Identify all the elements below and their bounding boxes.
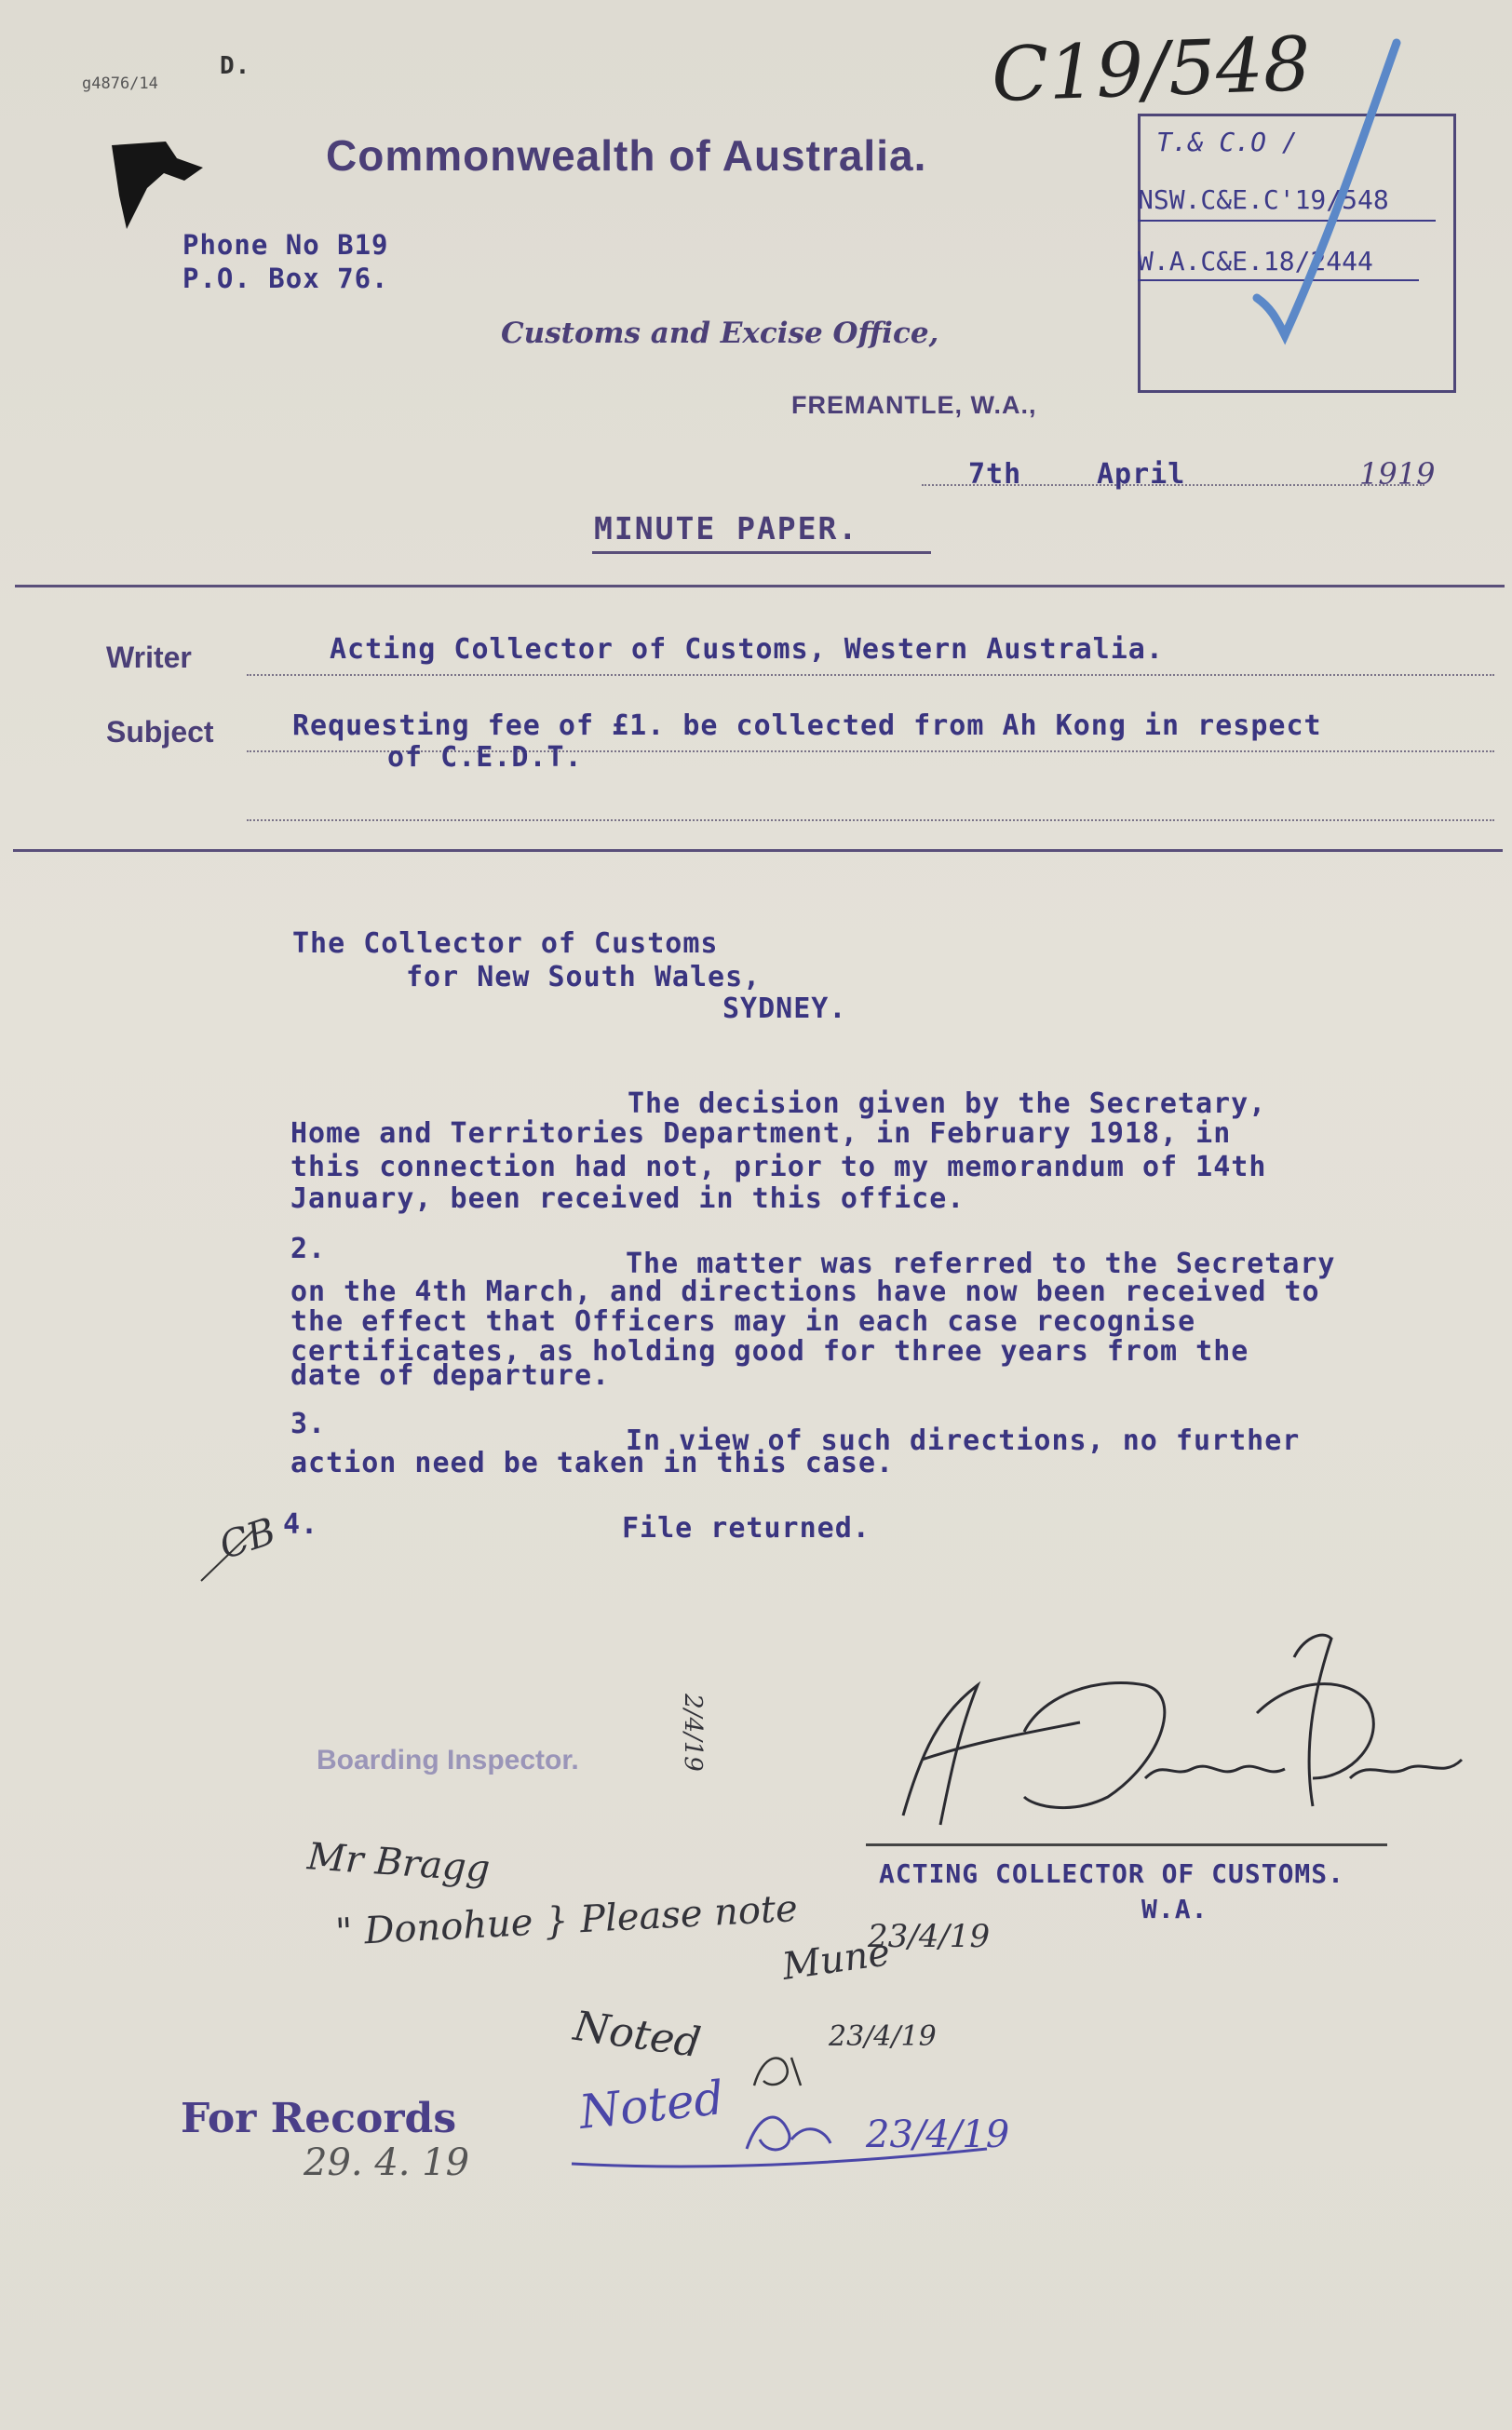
subject-label: Subject xyxy=(106,715,214,749)
subject-dotted-line-2 xyxy=(247,819,1494,821)
writer-label: Writer xyxy=(106,641,192,674)
form-number: g4876/14 xyxy=(82,74,158,93)
paragraph-2-number: 2. xyxy=(290,1233,327,1265)
signature-title: ACTING COLLECTOR OF CUSTOMS. xyxy=(879,1858,1345,1889)
inspector-date: 2/4/19 xyxy=(678,1694,707,1772)
reference-line-2: NSW.C&E.C'19/548 xyxy=(1138,184,1389,215)
bottom-divider xyxy=(13,849,1503,852)
top-divider xyxy=(15,585,1505,587)
for-records-stamp: For Records xyxy=(181,2095,457,2142)
date-month: April xyxy=(1097,458,1186,491)
addressee-line-2: for New South Wales, xyxy=(406,961,762,993)
paragraph-2-line-1: The matter was referred to the Secretary xyxy=(626,1248,1336,1280)
po-box: P.O. Box 76. xyxy=(182,263,389,294)
office-name: Customs and Excise Office, xyxy=(501,317,939,350)
signature-strike xyxy=(866,1843,1387,1846)
paragraph-3-number: 3. xyxy=(290,1408,327,1440)
form-letter: D. xyxy=(220,52,251,80)
note-initials: Mune xyxy=(779,1931,893,1989)
writer-value: Acting Collector of Customs, Western Australia. xyxy=(330,633,1164,666)
note-line-2: " Donohue } Please note xyxy=(334,1887,799,1954)
paragraph-2-line-5: date of departure. xyxy=(290,1359,611,1392)
margin-initials: CB xyxy=(214,1509,281,1569)
reference-line-1: T.& C.O / xyxy=(1156,127,1298,157)
boarding-inspector-stamp: Boarding Inspector. xyxy=(317,1745,579,1775)
noted-1-date: 23/4/19 xyxy=(829,2020,937,2053)
date-day: 7th xyxy=(968,458,1022,491)
office-location: FREMANTLE, W.A., xyxy=(791,391,1037,419)
paragraph-4-number: 4. xyxy=(283,1508,319,1541)
paragraph-1-line-2: Home and Territories Department, in February 1918, in xyxy=(290,1117,1232,1150)
paragraph-3-line-1: In view of such directions, no further xyxy=(626,1424,1301,1457)
subject-line-2: of C.E.D.T. xyxy=(387,741,583,774)
addressee-line-1: The Collector of Customs xyxy=(292,927,719,960)
paragraph-1-line-4: January, been received in this office. xyxy=(290,1182,965,1215)
addressee-line-3: SYDNEY. xyxy=(722,992,847,1025)
paragraph-2-line-2: on the 4th March, and directions have now been received to xyxy=(290,1276,1320,1308)
note-date: 23/4/19 xyxy=(868,1918,991,1955)
signature-state: W.A. xyxy=(1141,1894,1208,1924)
noted-1: Noted xyxy=(571,2002,704,2068)
margin-initials-stroke xyxy=(197,1523,281,1592)
page-title: Commonwealth of Australia. xyxy=(326,131,927,180)
writer-dotted-line xyxy=(247,674,1494,676)
blue-check-mark xyxy=(1229,37,1415,358)
signature xyxy=(866,1620,1480,1856)
noted-2: Noted xyxy=(576,2071,727,2140)
reference-line-3: W.A.C&E.18/2444 xyxy=(1138,246,1373,277)
noted-2-date: 23/4/19 xyxy=(866,2113,1010,2156)
paragraph-4-text: File returned. xyxy=(622,1512,871,1545)
date-year: 1919 xyxy=(1359,456,1436,492)
phone-number: Phone No B19 xyxy=(182,229,389,261)
paragraph-1-line-3: this connection had not, prior to my memorandum of 14th xyxy=(290,1151,1267,1183)
minute-paper-label: MINUTE PAPER. xyxy=(594,510,859,547)
handwritten-file-number: C19/548 xyxy=(990,20,1313,118)
records-date: 29. 4. 19 xyxy=(304,2141,470,2184)
paragraph-1-line-1: The decision given by the Secretary, xyxy=(628,1087,1267,1120)
subject-line-1: Requesting fee of £1. be collected from Ah Kong in respect xyxy=(292,709,1322,742)
paragraph-2-line-3: the effect that Officers may in each case recognise xyxy=(290,1305,1196,1338)
noted-1-initials xyxy=(745,2048,810,2099)
paragraph-2-line-4: certificates, as holding good for three years from the xyxy=(290,1335,1249,1368)
paragraph-3-line-2: action need be taken in this case. xyxy=(290,1447,895,1479)
note-line-1: Mr Bragg xyxy=(305,1835,492,1891)
minute-paper-underline xyxy=(592,551,931,554)
